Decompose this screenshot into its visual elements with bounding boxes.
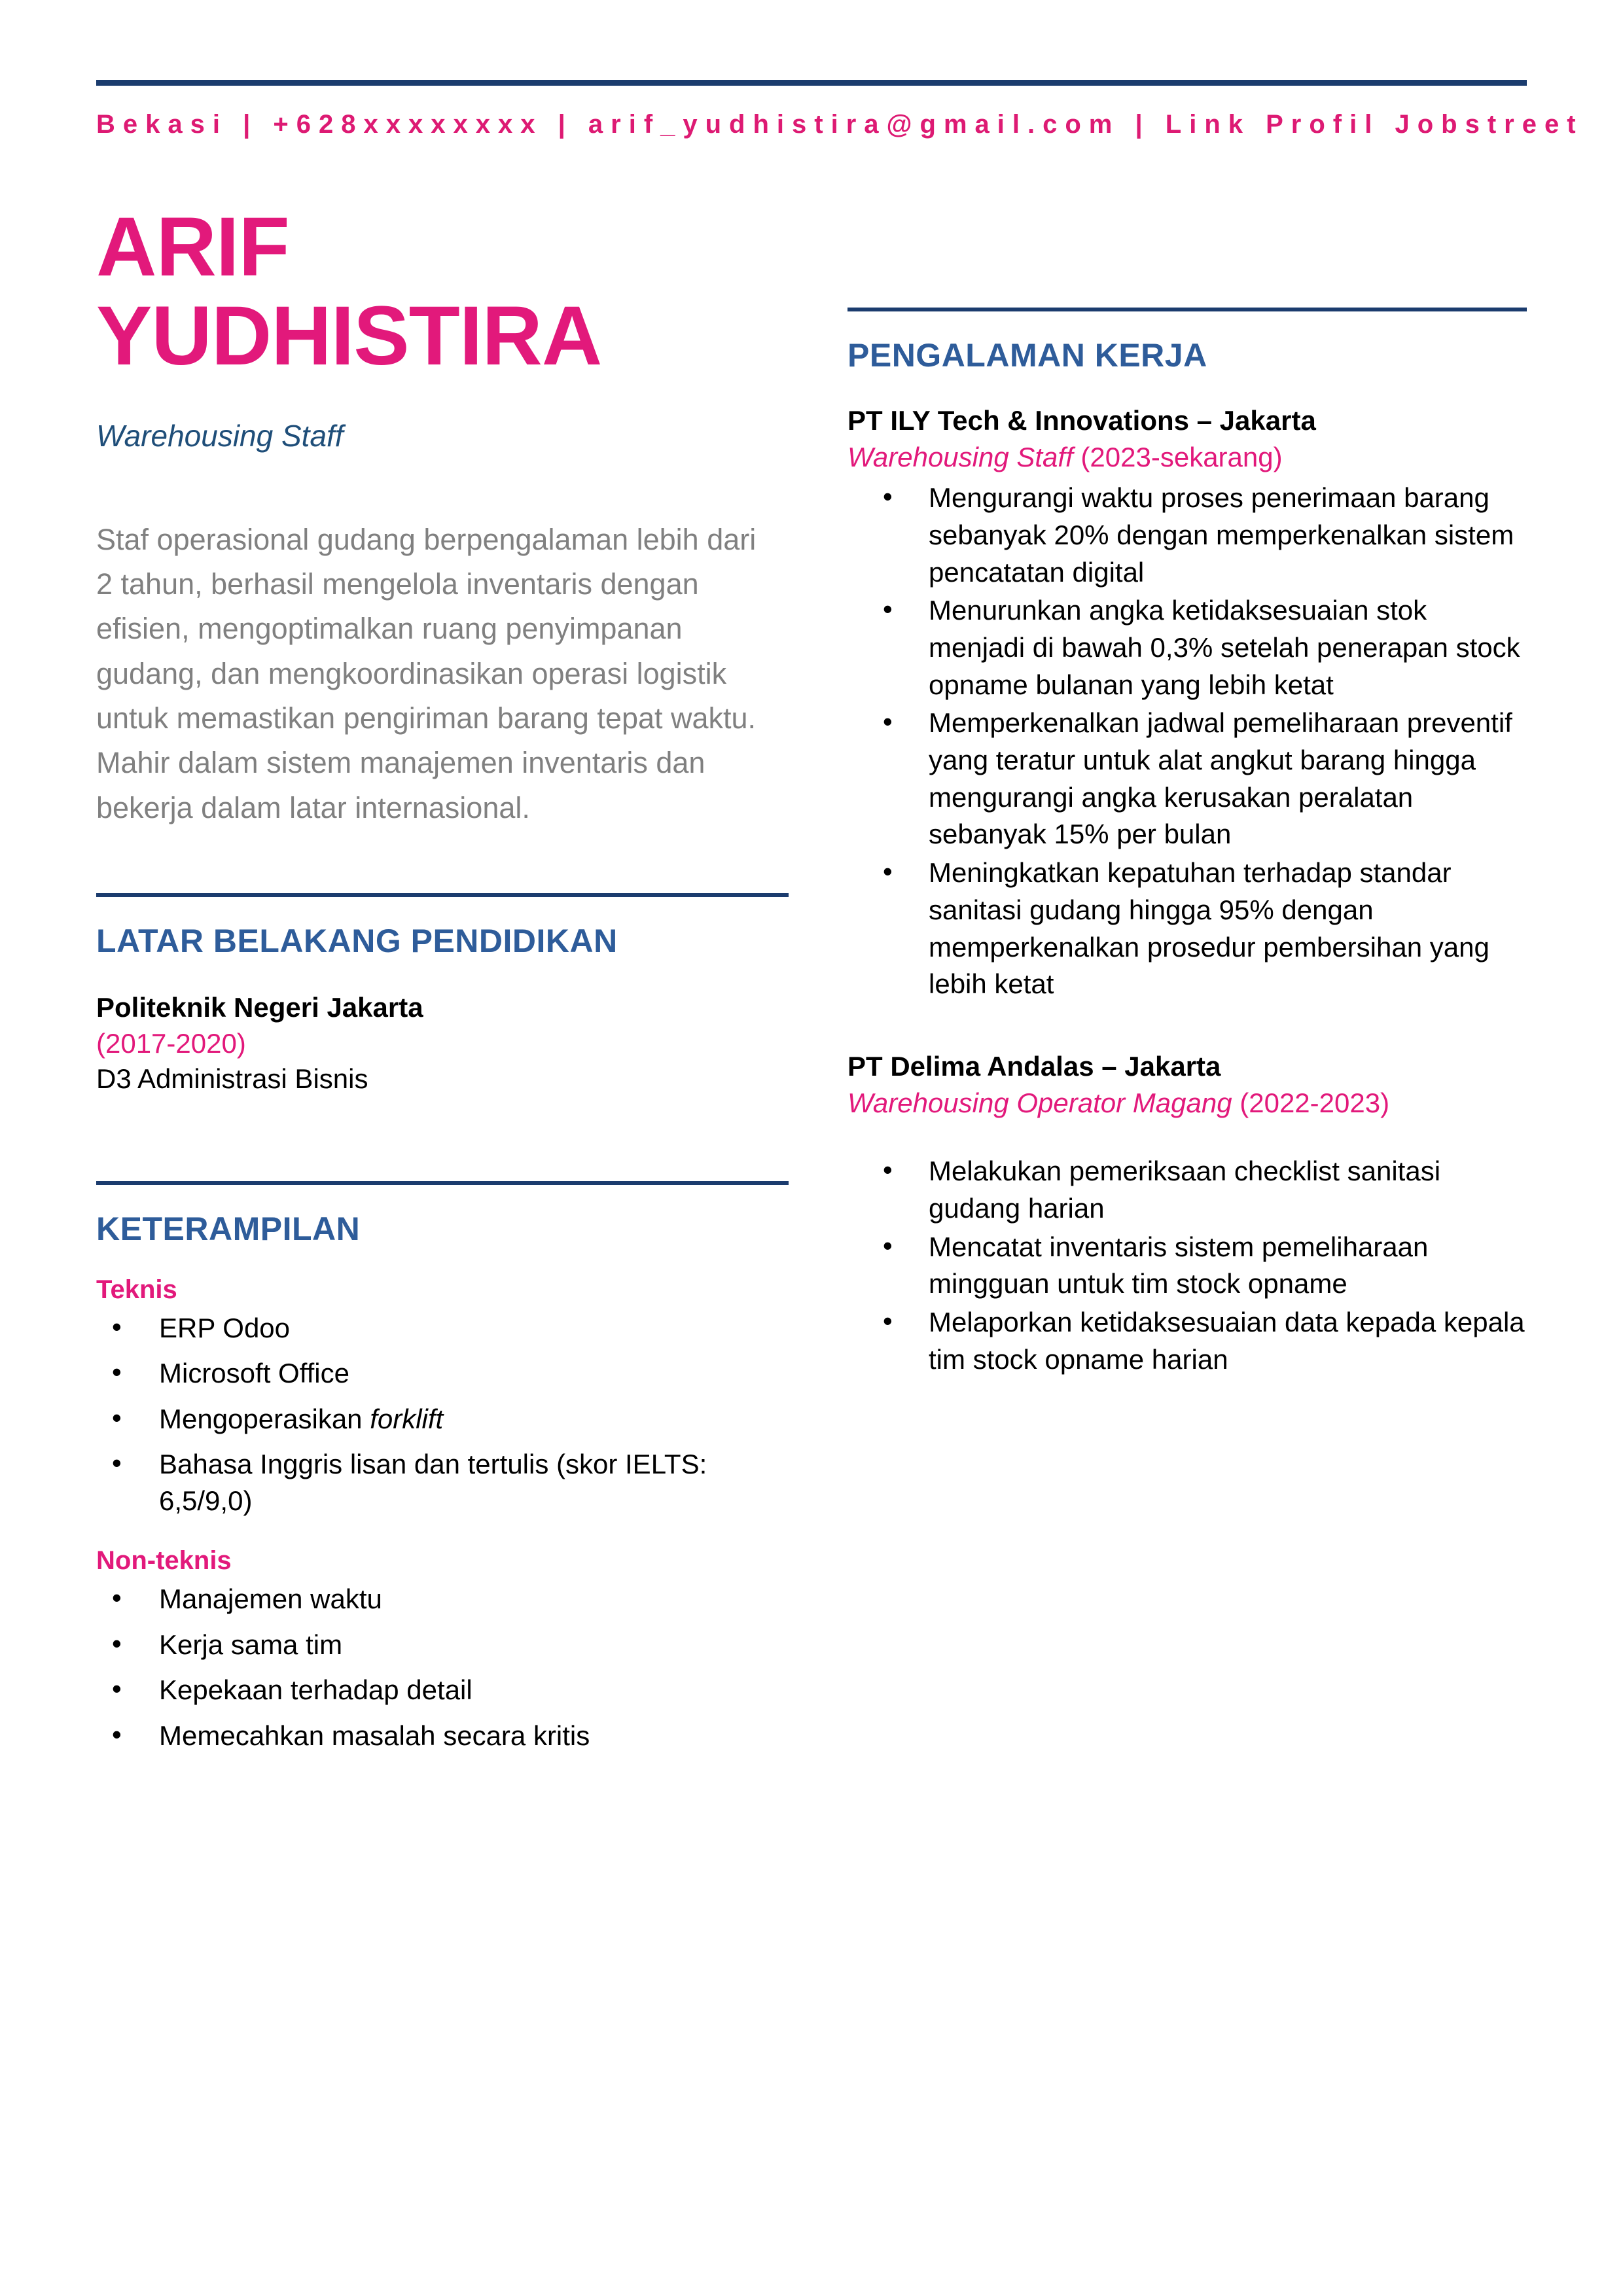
list-item — [96, 1672, 790, 1708]
skill-text-pre: Microsoft Office — [159, 1358, 349, 1389]
skill-group-title: Teknis — [96, 1275, 177, 1305]
first-name: ARIF — [96, 200, 289, 294]
list-item: • Mengurangi waktu proses penerimaan barang sebanyak 20% dengan memperkenalkan sistem pencatatan digital — [847, 480, 1527, 591]
skills-section — [96, 1181, 790, 1754]
education-degree: D3 Administrasi Bisnis — [96, 1063, 368, 1095]
header-divider-rule — [96, 80, 1527, 86]
experience-role-name: Warehousing Staff — [847, 441, 1073, 472]
skill-group-title: Non-teknis — [96, 1546, 232, 1576]
skill-group-technical — [96, 1275, 790, 1519]
skill-text-emphasis: forklift — [370, 1403, 444, 1434]
experience-role — [847, 1085, 1527, 1122]
experience-role-name: Warehousing Operator Magang — [847, 1087, 1232, 1118]
list-item — [96, 1446, 790, 1519]
professional-summary: Staf operasional gudang berpengalaman lebih dari 2 tahun, berhasil mengelola inventaris dengan efisien, mengoptimalkan ruang penyimpanan gudang, dan mengkoordinasikan operasi logistik untuk memastikan pengiriman barang tepat waktu. Mahir dalam sistem manajemen inventaris dan bekerja dalam latar internasional. — [96, 522, 757, 824]
right-column — [847, 308, 1527, 1379]
list-item — [96, 1581, 790, 1617]
skill-text-pre: Kepekaan terhadap detail — [159, 1674, 473, 1706]
skill-list-technical — [96, 1310, 790, 1519]
skill-text-pre: Mengoperasikan — [159, 1403, 370, 1434]
skill-text-pre: Bahasa Inggris lisan dan tertulis (skor IELTS: 6,5/9,0) — [159, 1449, 707, 1516]
list-item: • Memperkenalkan jadwal pemeliharaan preventif yang teratur untuk alat angkut barang hingga mengurangi angka kerusakan peralatan sebanyak 15% per bulan — [847, 705, 1527, 853]
experience-role — [847, 439, 1527, 476]
left-column — [96, 200, 790, 1763]
education-school: Politeknik Negeri Jakarta — [96, 992, 423, 1023]
full-name — [96, 200, 790, 383]
experience-role-dates: (2023-sekarang) — [1073, 441, 1283, 472]
experience-company: PT ILY Tech & Innovations – Jakarta — [847, 405, 1316, 436]
experience-company: PT Delima Andalas – Jakarta — [847, 1050, 1221, 1082]
headline-job-title: Warehousing Staff — [96, 419, 344, 453]
skill-text-pre: ERP Odoo — [159, 1313, 291, 1344]
education-entry — [96, 990, 790, 1097]
skill-text-pre: Kerja sama tim — [159, 1629, 343, 1660]
list-item: • Menurunkan angka ketidaksesuaian stok menjadi di bawah 0,3% setelah penerapan stock opname bulanan yang lebih ketat — [847, 592, 1527, 703]
experience-entry — [847, 403, 1527, 1003]
skills-heading: KETERAMPILAN — [96, 1210, 361, 1248]
education-years: (2017-2020) — [96, 1027, 246, 1059]
education-section — [96, 893, 790, 1097]
education-divider-rule — [96, 893, 789, 897]
skill-list-nontechnical — [96, 1581, 790, 1754]
list-item: • Mencatat inventaris sistem pemeliharaan mingguan untuk tim stock opname — [847, 1229, 1527, 1303]
skill-text-pre: Manajemen waktu — [159, 1583, 382, 1615]
education-heading: LATAR BELAKANG PENDIDIKAN — [96, 923, 618, 960]
experience-heading: PENGALAMAN KERJA — [847, 337, 1207, 374]
skill-text-pre: Memecahkan masalah secara kritis — [159, 1720, 590, 1751]
experience-section — [847, 308, 1527, 1378]
list-item: • Melaporkan ketidaksesuaian data kepada kepala tim stock opname harian — [847, 1304, 1527, 1378]
experience-entry — [847, 1049, 1527, 1378]
experience-role-dates: (2022-2023) — [1232, 1087, 1390, 1118]
skills-divider-rule — [96, 1181, 789, 1185]
list-item — [96, 1627, 790, 1663]
contact-line: Bekasi | +628xxxxxxxx | arif_yudhistira@gmail.com | Link Profil Jobstreet — [96, 110, 1584, 139]
list-item — [96, 1310, 790, 1346]
experience-bullet-list — [847, 480, 1527, 1003]
list-item — [96, 1718, 790, 1754]
experience-divider-rule — [847, 308, 1527, 311]
last-name: YUDHISTIRA — [96, 289, 602, 383]
list-item: • Meningkatkan kepatuhan terhadap standar sanitasi gudang hingga 95% dengan memperkenalkan prosedur pembersihan yang lebih ketat — [847, 855, 1527, 1003]
list-item: • Melakukan pemeriksaan checklist sanitasi gudang harian — [847, 1153, 1527, 1227]
skill-group-nontechnical — [96, 1546, 790, 1754]
list-item — [96, 1355, 790, 1391]
experience-bullet-list — [847, 1153, 1527, 1378]
list-item — [96, 1401, 790, 1437]
